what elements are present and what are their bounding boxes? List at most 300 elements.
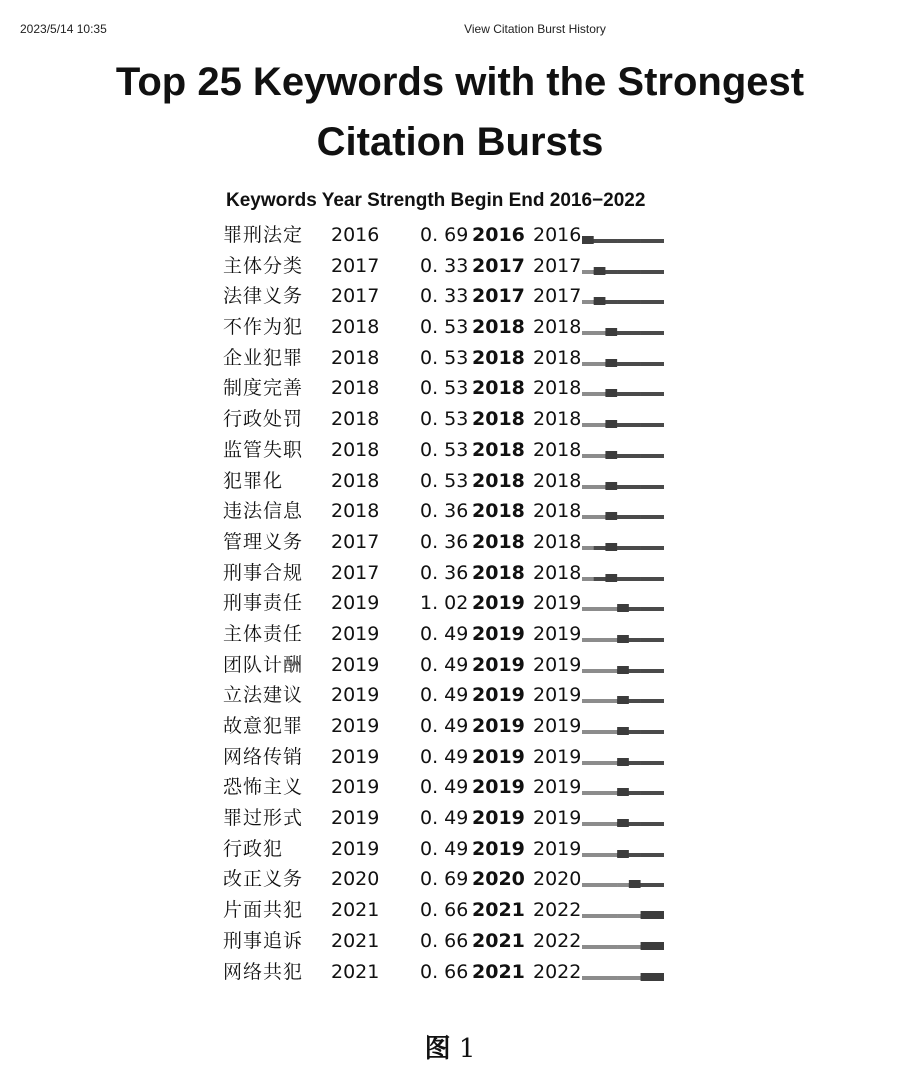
strength-cell: 0. 49 [420, 837, 469, 860]
timeline-segment [641, 730, 653, 734]
timeline-segment [629, 761, 641, 765]
end-cell: 2020 [533, 868, 582, 891]
keyword-cell: 片面共犯 [223, 899, 304, 922]
timeline-segment [582, 300, 594, 304]
burst-mark [641, 911, 664, 919]
burst-timeline [582, 312, 664, 342]
timeline-segment [582, 669, 594, 673]
timeline-segment [652, 454, 664, 458]
timeline-segment [605, 822, 617, 826]
timeline-segment [605, 239, 617, 243]
year-cell: 2021 [331, 929, 380, 952]
burst-mark [617, 819, 629, 827]
timeline-segment [652, 638, 664, 642]
timeline-segment [617, 577, 629, 581]
year-cell: 2018 [331, 377, 380, 400]
timeline-segment [594, 392, 606, 396]
end-cell: 2018 [533, 408, 582, 431]
burst-mark [617, 850, 629, 858]
burst-mark [605, 328, 617, 336]
timeline-segment [629, 976, 641, 980]
timeline-segment [641, 822, 653, 826]
timeline-segment [652, 730, 664, 734]
strength-cell: 1. 02 [420, 592, 469, 615]
begin-cell: 2019 [472, 622, 525, 645]
end-cell: 2018 [533, 316, 582, 339]
timeline-segment [582, 485, 594, 489]
burst-mark [605, 389, 617, 397]
end-cell: 2019 [533, 592, 582, 615]
strength-cell: 0. 49 [420, 807, 469, 830]
keyword-cell: 刑事合规 [223, 561, 304, 584]
year-cell: 2019 [331, 715, 380, 737]
table-row [0, 496, 900, 527]
begin-cell: 2019 [472, 745, 525, 768]
timeline-segment [605, 669, 617, 673]
figure-number: 1 [458, 1034, 476, 1064]
timeline-segment [629, 515, 641, 519]
timeline-segment [605, 914, 617, 918]
table-row [0, 404, 900, 435]
strength-cell: 0. 66 [420, 899, 469, 922]
year-cell: 2019 [331, 592, 380, 615]
keyword-cell: 监管失职 [223, 438, 304, 461]
begin-cell: 2017 [472, 285, 525, 308]
burst-timeline [582, 650, 664, 680]
burst-mark [617, 758, 629, 766]
page-header-title: View Citation Burst History [464, 22, 606, 36]
timeline-segment [594, 454, 606, 458]
timeline-segment [582, 853, 594, 857]
end-cell: 2019 [533, 776, 582, 799]
timeline-segment [617, 392, 629, 396]
timeline-segment [652, 853, 664, 857]
timeline-segment [629, 638, 641, 642]
timeline-segment [605, 730, 617, 734]
figure-caption [0, 1028, 900, 1065]
table-row [0, 527, 900, 558]
begin-cell: 2020 [472, 868, 525, 891]
end-cell: 2018 [533, 346, 582, 369]
timeline-segment [617, 239, 629, 243]
timeline-segment [594, 362, 606, 366]
burst-mark [582, 236, 594, 244]
timeline-segment [582, 392, 594, 396]
timeline-segment [582, 607, 594, 611]
timeline-segment [641, 423, 653, 427]
keyword-cell: 犯罪化 [223, 469, 284, 492]
table-row [0, 373, 900, 404]
end-cell: 2022 [533, 899, 582, 922]
burst-mark [617, 696, 629, 704]
end-cell: 2019 [533, 684, 582, 707]
timeline-segment [617, 362, 629, 366]
burst-timeline [582, 558, 664, 588]
timeline-segment [629, 945, 641, 949]
timeline-segment [629, 392, 641, 396]
strength-cell: 0. 53 [420, 408, 469, 431]
year-cell: 2020 [331, 868, 380, 891]
timeline-segment [582, 914, 594, 918]
burst-timeline [582, 251, 664, 281]
timeline-segment [594, 515, 606, 519]
burst-timeline [582, 588, 664, 618]
timeline-segment [594, 331, 606, 335]
timeline-segment [594, 699, 606, 703]
timeline-segment [582, 515, 594, 519]
timeline-segment [652, 239, 664, 243]
strength-cell: 0. 49 [420, 776, 469, 799]
timeline-segment [582, 945, 594, 949]
end-cell: 2019 [533, 622, 582, 645]
timeline-segment [594, 945, 606, 949]
timeline-segment [629, 853, 641, 857]
timestamp: 2023/5/14 10:35 [20, 22, 107, 36]
begin-cell: 2021 [472, 899, 525, 922]
end-cell: 2019 [533, 745, 582, 768]
strength-cell: 0. 53 [420, 316, 469, 339]
begin-cell: 2018 [472, 346, 525, 369]
strength-cell: 0. 53 [420, 377, 469, 400]
timeline-segment [629, 577, 641, 581]
strength-cell: 0. 49 [420, 622, 469, 645]
burst-mark [605, 574, 617, 582]
begin-cell: 2018 [472, 438, 525, 461]
burst-timeline [582, 680, 664, 710]
timeline-segment [629, 270, 641, 274]
timeline-segment [652, 669, 664, 673]
timeline-segment [582, 577, 594, 581]
burst-timeline [582, 926, 664, 956]
timeline-segment [652, 423, 664, 427]
end-cell: 2018 [533, 469, 582, 492]
table-row [0, 312, 900, 343]
timeline-segment [594, 669, 606, 673]
timeline-segment [582, 546, 594, 550]
end-cell: 2019 [533, 807, 582, 830]
year-cell: 2018 [331, 346, 380, 369]
burst-mark [605, 451, 617, 459]
timeline-segment [582, 638, 594, 642]
timeline-segment [594, 607, 606, 611]
burst-mark [594, 267, 606, 275]
strength-cell: 0. 36 [420, 561, 469, 584]
burst-timeline [582, 373, 664, 403]
end-cell: 2018 [533, 438, 582, 461]
burst-timeline [582, 404, 664, 434]
burst-mark [605, 543, 617, 551]
timeline-segment [629, 454, 641, 458]
begin-cell: 2019 [472, 776, 525, 799]
timeline-segment [594, 883, 606, 887]
timeline-segment [629, 362, 641, 366]
year-cell: 2017 [331, 561, 380, 584]
timeline-segment [641, 331, 653, 335]
timeline-segment [641, 239, 653, 243]
timeline-segment [594, 761, 606, 765]
burst-timeline [582, 711, 664, 741]
timeline-segment [629, 607, 641, 611]
timeline-segment [652, 362, 664, 366]
keyword-cell: 主体分类 [223, 254, 304, 277]
timeline-segment [582, 791, 594, 795]
end-cell: 2018 [533, 530, 582, 553]
timeline-segment [641, 607, 653, 611]
timeline-segment [594, 577, 606, 581]
burst-timeline [582, 496, 664, 526]
timeline-segment [582, 730, 594, 734]
begin-cell: 2019 [472, 715, 525, 737]
timeline-segment [605, 270, 617, 274]
timeline-segment [641, 853, 653, 857]
timeline-segment [652, 791, 664, 795]
burst-timeline [582, 772, 664, 802]
end-cell: 2022 [533, 929, 582, 952]
timeline-segment [641, 270, 653, 274]
strength-cell: 0. 53 [420, 438, 469, 461]
end-cell: 2019 [533, 715, 582, 737]
timeline-segment [652, 822, 664, 826]
year-cell: 2021 [331, 899, 380, 922]
strength-cell: 0. 33 [420, 285, 469, 308]
burst-mark [617, 635, 629, 643]
year-cell: 2018 [331, 316, 380, 339]
timeline-segment [641, 761, 653, 765]
begin-cell: 2018 [472, 408, 525, 431]
keyword-cell: 企业犯罪 [223, 346, 304, 369]
timeline-segment [605, 761, 617, 765]
table-row [0, 895, 900, 926]
timeline-segment [582, 454, 594, 458]
timeline-segment [582, 761, 594, 765]
timeline-segment [641, 485, 653, 489]
begin-cell: 2019 [472, 592, 525, 615]
timeline-segment [641, 392, 653, 396]
timeline-segment [641, 362, 653, 366]
timeline-segment [605, 976, 617, 980]
timeline-segment [594, 638, 606, 642]
timeline-segment [629, 423, 641, 427]
end-cell: 2017 [533, 285, 582, 308]
keyword-cell: 行政处罚 [223, 408, 304, 431]
timeline-segment [617, 454, 629, 458]
table-row [0, 680, 900, 711]
timeline-segment [605, 853, 617, 857]
strength-cell: 0. 49 [420, 745, 469, 768]
table-row [0, 711, 900, 742]
timeline-segment [629, 331, 641, 335]
end-cell: 2016 [533, 224, 582, 246]
timeline-segment [652, 761, 664, 765]
table-row [0, 343, 900, 374]
burst-mark [605, 359, 617, 367]
chart-title: Top 25 Keywords with the Strongest Citation Bursts [115, 60, 805, 164]
strength-cell: 0. 33 [420, 254, 469, 277]
strength-cell: 0. 69 [420, 224, 469, 246]
burst-timeline [582, 619, 664, 649]
column-header: Keywords Year Strength Begin End 2016−2022 [226, 190, 646, 211]
strength-cell: 0. 53 [420, 346, 469, 369]
keyword-cell: 立法建议 [223, 684, 304, 707]
begin-cell: 2018 [472, 316, 525, 339]
table-row [0, 220, 900, 251]
keyword-cell: 网络传销 [223, 745, 304, 768]
timeline-segment [617, 270, 629, 274]
burst-timeline [582, 466, 664, 496]
year-cell: 2018 [331, 500, 380, 523]
keyword-cell: 故意犯罪 [223, 715, 304, 737]
timeline-segment [629, 239, 641, 243]
timeline-segment [617, 883, 629, 887]
year-cell: 2017 [331, 285, 380, 308]
timeline-segment [582, 331, 594, 335]
timeline-segment [629, 914, 641, 918]
keyword-cell: 罪过形式 [223, 807, 304, 830]
begin-cell: 2018 [472, 377, 525, 400]
strength-cell: 0. 53 [420, 469, 469, 492]
year-cell: 2018 [331, 469, 380, 492]
timeline-segment [641, 638, 653, 642]
timeline-segment [594, 546, 606, 550]
keyword-cell: 行政犯 [223, 837, 284, 860]
year-cell: 2019 [331, 684, 380, 707]
strength-cell: 0. 66 [420, 960, 469, 983]
strength-cell: 0. 36 [420, 530, 469, 553]
table-row [0, 957, 900, 988]
begin-cell: 2018 [472, 469, 525, 492]
burst-mark [617, 604, 629, 612]
year-cell: 2019 [331, 745, 380, 768]
timeline-segment [605, 791, 617, 795]
table-row [0, 803, 900, 834]
timeline-segment [617, 945, 629, 949]
timeline-segment [652, 883, 664, 887]
timeline-segment [652, 699, 664, 703]
table-row [0, 926, 900, 957]
keyword-cell: 管理义务 [223, 530, 304, 553]
burst-timeline [582, 281, 664, 311]
timeline-segment [641, 515, 653, 519]
table-row [0, 772, 900, 803]
timeline-segment [641, 669, 653, 673]
timeline-segment [652, 515, 664, 519]
burst-mark [629, 880, 641, 888]
keyword-cell: 刑事责任 [223, 592, 304, 615]
burst-timeline [582, 834, 664, 864]
table-row [0, 650, 900, 681]
timeline-segment [629, 485, 641, 489]
timeline-segment [582, 362, 594, 366]
begin-cell: 2021 [472, 960, 525, 983]
timeline-segment [617, 515, 629, 519]
begin-cell: 2021 [472, 929, 525, 952]
end-cell: 2018 [533, 377, 582, 400]
end-cell: 2019 [533, 653, 582, 676]
begin-cell: 2019 [472, 653, 525, 676]
burst-timeline [582, 864, 664, 894]
timeline-segment [594, 485, 606, 489]
table-row [0, 834, 900, 865]
year-cell: 2019 [331, 653, 380, 676]
begin-cell: 2017 [472, 254, 525, 277]
timeline-segment [594, 423, 606, 427]
year-cell: 2017 [331, 530, 380, 553]
table-row [0, 558, 900, 589]
year-cell: 2019 [331, 622, 380, 645]
burst-mark [641, 942, 664, 950]
timeline-segment [629, 730, 641, 734]
begin-cell: 2018 [472, 500, 525, 523]
begin-cell: 2019 [472, 807, 525, 830]
strength-cell: 0. 49 [420, 715, 469, 737]
burst-mark [605, 482, 617, 490]
table-row [0, 864, 900, 895]
keyword-cell: 制度完善 [223, 377, 304, 400]
timeline-segment [617, 485, 629, 489]
burst-table [0, 220, 900, 987]
burst-timeline [582, 343, 664, 373]
timeline-segment [582, 699, 594, 703]
burst-mark [617, 666, 629, 674]
timeline-segment [641, 577, 653, 581]
timeline-segment [652, 607, 664, 611]
begin-cell: 2019 [472, 837, 525, 860]
timeline-segment [652, 331, 664, 335]
timeline-segment [594, 853, 606, 857]
timeline-segment [582, 423, 594, 427]
timeline-segment [617, 976, 629, 980]
year-cell: 2019 [331, 837, 380, 860]
timeline-segment [629, 669, 641, 673]
timeline-segment [605, 945, 617, 949]
timeline-segment [629, 546, 641, 550]
end-cell: 2018 [533, 561, 582, 584]
timeline-segment [605, 607, 617, 611]
year-cell: 2019 [331, 807, 380, 830]
timeline-segment [629, 791, 641, 795]
keyword-cell: 改正义务 [223, 868, 304, 891]
timeline-segment [617, 546, 629, 550]
timeline-segment [641, 699, 653, 703]
begin-cell: 2018 [472, 561, 525, 584]
timeline-segment [582, 270, 594, 274]
table-row [0, 619, 900, 650]
keyword-cell: 罪刑法定 [223, 224, 304, 246]
keyword-cell: 不作为犯 [223, 316, 304, 339]
year-cell: 2018 [331, 438, 380, 461]
begin-cell: 2018 [472, 530, 525, 553]
table-row [0, 588, 900, 619]
keyword-cell: 团队计酬 [223, 653, 304, 676]
strength-cell: 0. 66 [420, 929, 469, 952]
burst-mark [605, 512, 617, 520]
table-row [0, 435, 900, 466]
burst-timeline [582, 220, 664, 250]
keyword-cell: 违法信息 [223, 500, 304, 523]
burst-mark [617, 727, 629, 735]
burst-timeline [582, 742, 664, 772]
strength-cell: 0. 49 [420, 684, 469, 707]
strength-cell: 0. 69 [420, 868, 469, 891]
timeline-segment [617, 300, 629, 304]
keyword-cell: 主体责任 [223, 622, 304, 645]
burst-mark [594, 297, 606, 305]
timeline-segment [629, 699, 641, 703]
timeline-segment [652, 392, 664, 396]
end-cell: 2019 [533, 837, 582, 860]
timeline-segment [582, 883, 594, 887]
begin-cell: 2016 [472, 224, 525, 246]
